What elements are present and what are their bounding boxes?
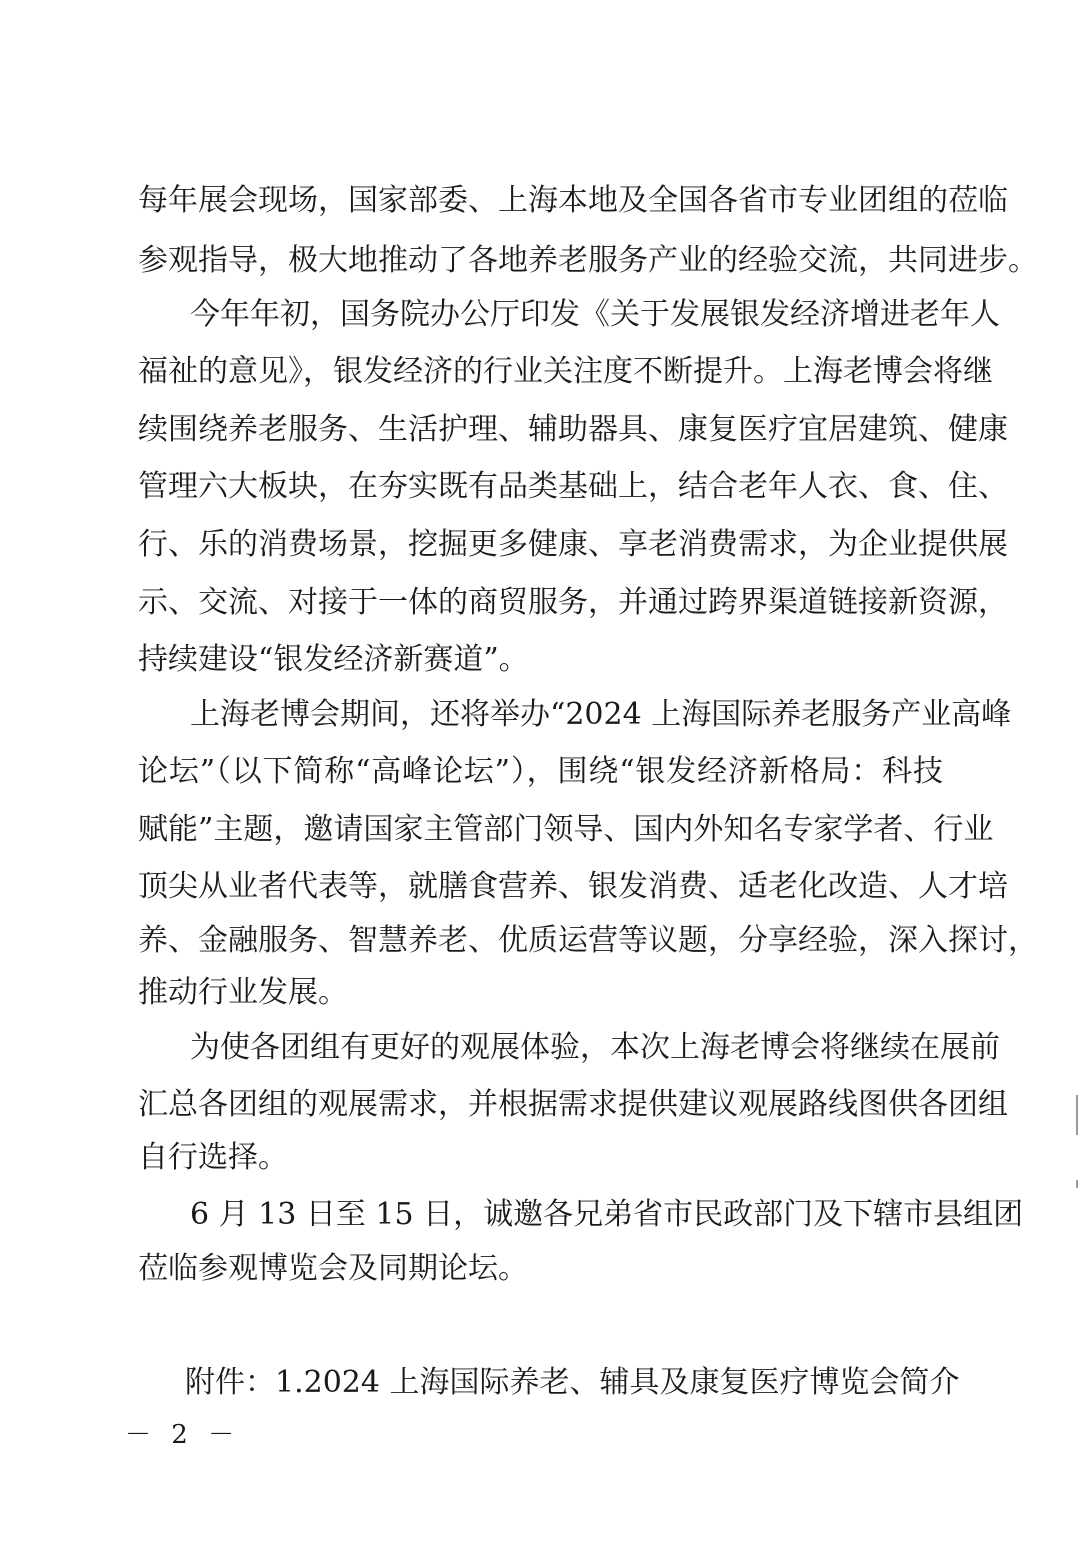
- text-line: 为使各团组有更好的观展体验，本次上海老博会将继续在展前: [190, 1030, 1000, 1065]
- text-line: 行、乐的消费场景，挖掘更多健康、享老消费需求，为企业提供展: [138, 527, 1008, 562]
- scan-edge-mark: [1076, 1180, 1078, 1188]
- text-line: 今年年初，国务院办公厅印发《关于发展银发经济增进老年人: [190, 297, 1000, 332]
- text-line: 自行选择。: [138, 1140, 288, 1175]
- text-line: 每年展会现场，国家部委、上海本地及全国各省市专业团组的莅临: [138, 183, 1008, 218]
- text-line: 持续建设“银发经济新赛道”。: [138, 642, 529, 677]
- text-line: 莅临参观博览会及同期论坛。: [138, 1251, 528, 1286]
- text-line: 6 月 13 日至 15 日，诚邀各兄弟省市民政部门及下辖市县组团: [190, 1197, 1024, 1232]
- attachment-note: 附件：1.2024 上海国际养老、辅具及康复医疗博览会简介: [185, 1365, 960, 1400]
- text-line: 福祉的意见》，银发经济的行业关注度不断提升。上海老博会将继: [138, 354, 993, 389]
- text-line: 上海老博会期间，还将举办“2024 上海国际养老服务产业高峰: [190, 697, 1012, 732]
- text-line: 推动行业发展。: [138, 975, 348, 1010]
- text-line: 续围绕养老服务、生活护理、辅助器具、康复医疗宜居建筑、健康: [138, 412, 1008, 447]
- text-line: 汇总各团组的观展需求，并根据需求提供建议观展路线图供各团组: [138, 1087, 1008, 1122]
- page-number: － 2 －: [125, 1420, 241, 1450]
- text-line: 论坛”（以下简称“高峰论坛”），围绕“银发经济新格局：科技: [138, 754, 943, 789]
- scan-edge-mark: [1076, 1095, 1078, 1135]
- text-line: 参观指导，极大地推动了各地养老服务产业的经验交流，共同进步。: [138, 243, 1038, 278]
- text-line: 顶尖从业者代表等，就膳食营养、银发消费、适老化改造、人才培: [138, 869, 1008, 904]
- text-line: 赋能”主题，邀请国家主管部门领导、国内外知名专家学者、行业: [138, 812, 994, 847]
- text-line: 养、金融服务、智慧养老、优质运营等议题，分享经验，深入探讨，: [138, 923, 1038, 958]
- text-line: 管理六大板块，在夯实既有品类基础上，结合老年人衣、食、住、: [138, 469, 1008, 504]
- text-line: 示、交流、对接于一体的商贸服务，并通过跨界渠道链接新资源，: [138, 585, 1008, 620]
